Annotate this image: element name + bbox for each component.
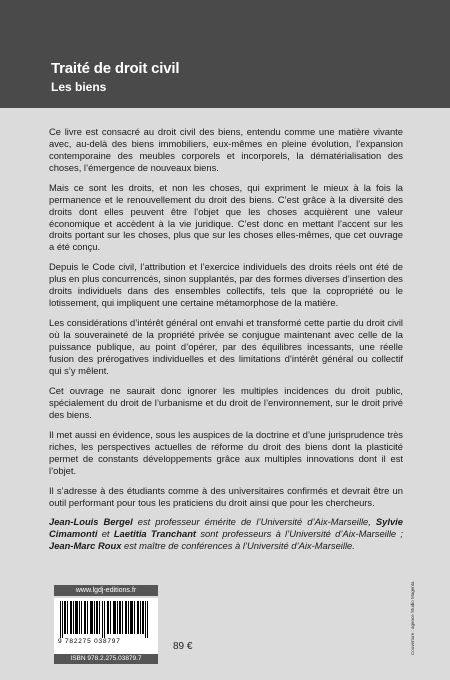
book-subtitle: Les biens <box>51 80 107 94</box>
paragraph: Ce livre est consacré au droit civil des biens, entendu comme une matière vivante avec, au-delà des biens immobiliers, eux-mêmes en pleine évolution, l’expansion contemporaine des meubles corporels et incorporels, la dématérialisation des choses, l’émergence de nouveaux biens. <box>49 126 403 173</box>
author-text: est maître de conférences à l’Université d’Aix-Marseille. <box>121 539 355 551</box>
barcode-number: 9 782275 038797 <box>58 638 121 645</box>
header-band <box>0 0 450 108</box>
paragraph: Il met aussi en évidence, sous les auspices de la doctrine et d’une jurisprudence très riches, les perspectives actuelles de réforme du droit des biens dont la plasticité permet de constants développements grâce aux multiples innovations dont il est l’objet. <box>49 428 403 476</box>
paragraph: Il s’adresse à des étudiants comme à des universitaires confirmés et devrait être un outil performant pour tous les praticiens du droit ainsi que pour les chercheurs. <box>49 484 403 508</box>
author-name: Jean-Marc Roux <box>49 539 122 551</box>
paragraph: Depuis le Code civil, l’attribution et l’exercice individuels des droits réels ont été de plus en plus concurrencés, sinon supplantés, par des formes diverses d’insertion des droits individuels dans des ensembles collectifs, tels que la copropriété ou le lotissement, qui impliquent une certaine métamorphose de la matière. <box>49 261 403 309</box>
publisher-website: www.lgdj-editions.fr <box>54 585 158 596</box>
isbn: ISBN 978.2.275.03879.7 <box>54 654 158 664</box>
author-bio <box>49 516 403 552</box>
author-name: Laetitia Tranchant <box>113 527 197 539</box>
barcode-box <box>54 598 158 654</box>
paragraph: Cet ouvrage ne saurait donc ignorer les multiples incidences du droit public, spécialement du droit de l’urbanisme et du droit de l’environnement, sur le droit privé des biens. <box>49 384 403 420</box>
author-text: est professeur émérite de l’Université d’Aix-Marseille, <box>132 516 376 527</box>
author-name: Jean-Louis Bergel <box>49 516 133 527</box>
paragraph: Mais ce sont les droits, et non les choses, qui expriment le mieux à la fois la permanence et le renouvellement du droit des biens. C’est grâce à la diversité des droits dont elles peuvent être l’objet que les choses acquièrent une valeur économique et accèdent à la vie juridique. C’est donc en mettant l’accent sur les droits portant sur les choses, plus que sur les choses elles-mêmes, que cet ouvrage a été conçu. <box>49 181 403 253</box>
blurb <box>49 126 403 517</box>
price: 89 € <box>173 641 193 652</box>
author-text: et <box>97 527 114 539</box>
author-name: Sylvie Cimamonti <box>49 516 403 539</box>
cover-credit: Couverture : agence Studio Magenta <box>410 581 415 655</box>
author-text: sont professeurs à l’Université d’Aix-Marseille ; <box>196 527 403 539</box>
barcode-icon <box>60 601 152 638</box>
paragraph: Les considérations d’intérêt général ont envahi et transformé cette partie du droit civil où la souveraineté de la propriété privée se conjugue maintenant avec celle de la puissance publique, au point d’opérer, par des équilibres incessants, une réelle fusion des prérogatives individuelles et des limitations d’intérêt général ou collectif qui s’y mêlent. <box>49 317 403 376</box>
book-title: Traité de droit civil <box>51 60 180 77</box>
